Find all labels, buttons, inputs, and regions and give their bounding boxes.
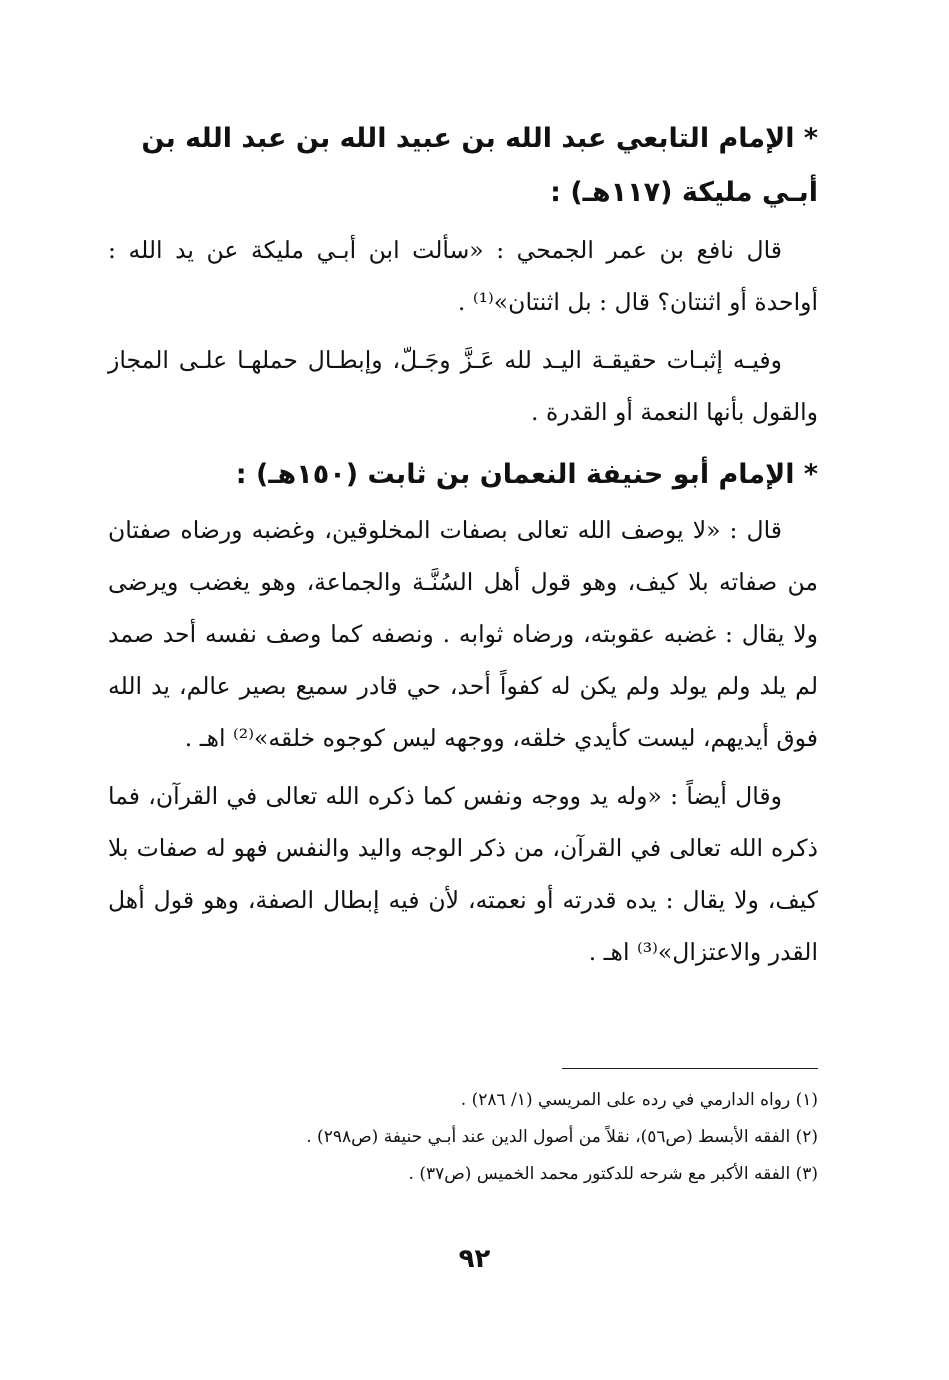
paragraph-nafi-quote: قال نافع بن عمر الجمحي : «سألت ابن أبـي مليكة عن يد الله : أواحدة أو اثنتان؟ قال : بل اثنتان»⁽¹⁾ .	[108, 236, 818, 316]
footnote-item: (٢) الفقه الأبسط (ص٥٦)، نقلاً من أصول الدين عند أبـي حنيفة (ص٢٩٨) .	[306, 1127, 818, 1147]
paragraph-abu-hanifa-also: وقال أيضاً : «وله يد ووجه ونفس كما ذكره الله تعالى في القرآن، فما ذكره الله تعالى في القرآن، من ذكر الوجه واليد والنفس فهو له صفات بلا كيف، ولا يقال : يده قدرته أو نعمته، لأن فيه إبطال الصفة، وهو قول أهل القدر والاعتزال»⁽³⁾ اهـ .	[108, 782, 818, 966]
footnote-item: (١) رواه الدارمي في رده على المريسي (١/ ٢٨٦) .	[460, 1090, 818, 1110]
page-number: ٩٢	[458, 1244, 491, 1274]
page-body	[108, 112, 818, 978]
section-heading-abu-hanifa: * الإمام أبو حنيفة النعمان بن ثابت (١٥٠هـ) :	[235, 459, 818, 490]
footnote-item: (٣) الفقه الأكبر مع شرحه للدكتور محمد الخميس (ص٣٧) .	[408, 1164, 818, 1184]
paragraph-hand-affirmation: وفيـه إثبـات حقيقـة اليـد لله عَـزَّ وجَـلّ، وإبطـال حملهـا علـى المجاز والقول بأنها النعمة أو القدرة .	[108, 346, 818, 426]
footnote-divider	[562, 1068, 818, 1069]
section-heading-ibn-abi-mulaykah: * الإمام التابعي عبد الله بن عبيد الله بن عبد الله بن أبـي مليكة (١١٧هـ) :	[141, 123, 818, 208]
footnotes	[108, 1082, 818, 1193]
paragraph-abu-hanifa-quote: قال : «لا يوصف الله تعالى بصفات المخلوقين، وغضبه ورضاه صفتان من صفاته بلا كيف، وهو قول أهل السُنَّـة والجماعة، وهو يغضب ويرضى ولا يقال : غضبه عقوبته، ورضاه ثوابه . ونصفه كما وصف نفسه أحد صمد لم يلد ولم يولد ولم يكن له كفواً أحد، حي قادر سميع بصير عالم، يد الله فوق أيديهم، ليست كأيدي خلقه، ووجهه ليس كوجوه خلقه»⁽²⁾ اهـ .	[108, 516, 818, 752]
